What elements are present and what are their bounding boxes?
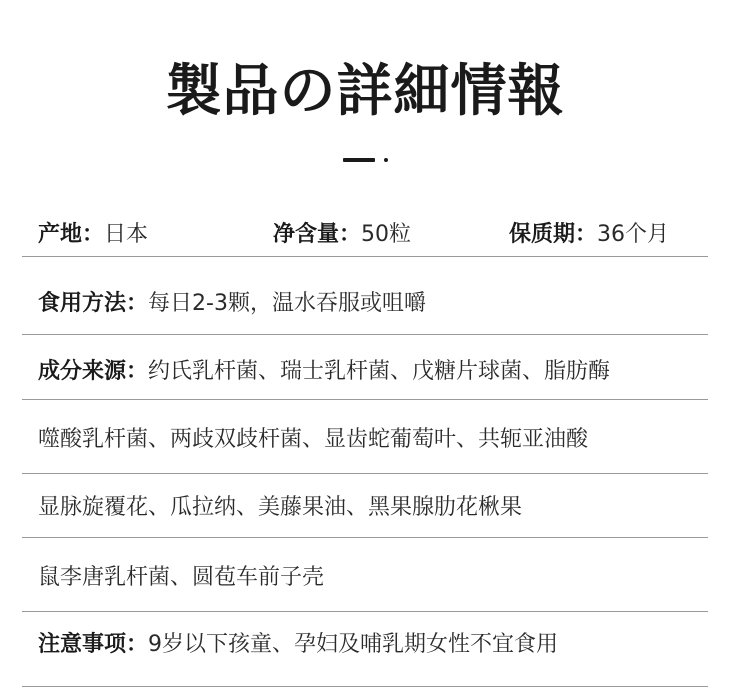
ingredients-line: 鼠李唐乳杆菌、圆苞车前子壳 [38, 565, 325, 590]
shelf-life-field [509, 220, 669, 250]
ingredients-row [22, 493, 708, 538]
ingredients-field [38, 357, 610, 387]
origin-value: 日本 [104, 222, 149, 247]
origin-label: 产地： [38, 222, 105, 247]
divider-dash [343, 158, 375, 162]
spec-row [22, 220, 708, 257]
usage-row [22, 289, 708, 335]
usage-value: 每日2-3颗，温水吞服或咀嚼 [148, 291, 426, 316]
notice-field [38, 630, 558, 660]
shelf-life-value: 36个月 [597, 222, 670, 247]
ingredients-row [22, 357, 708, 400]
origin-field [38, 220, 148, 250]
shelf-life-label: 保质期： [509, 222, 598, 247]
net-content-value: 50粒 [361, 222, 412, 247]
notice-row [22, 630, 708, 687]
ingredients-row [22, 563, 708, 612]
ingredients-field [38, 493, 522, 523]
title-divider [343, 156, 393, 164]
ingredients-line: 噬酸乳杆菌、两歧双歧杆菌、显齿蛇葡萄叶、共轭亚油酸 [38, 427, 589, 452]
ingredients-field [38, 425, 588, 455]
notice-label: 注意事项： [38, 632, 149, 657]
divider-dot [384, 158, 388, 162]
usage-field [38, 289, 426, 319]
notice-value: 9岁以下孩童、孕妇及哺乳期女性不宜食用 [148, 632, 559, 657]
net-content-field [273, 220, 411, 250]
ingredients-line: 约氏乳杆菌、瑞士乳杆菌、戊糖片球菌、脂肪酶 [148, 359, 611, 384]
usage-label: 食用方法： [38, 291, 149, 316]
ingredients-line: 显脉旋覆花、瓜拉纳、美藤果油、黑果腺肋花楸果 [38, 495, 523, 520]
page-title: 製品の詳細情報 [165, 59, 565, 124]
ingredients-row [22, 425, 708, 474]
ingredients-field [38, 563, 324, 593]
net-content-label: 净含量： [273, 222, 362, 247]
ingredients-label: 成分来源： [38, 359, 149, 384]
